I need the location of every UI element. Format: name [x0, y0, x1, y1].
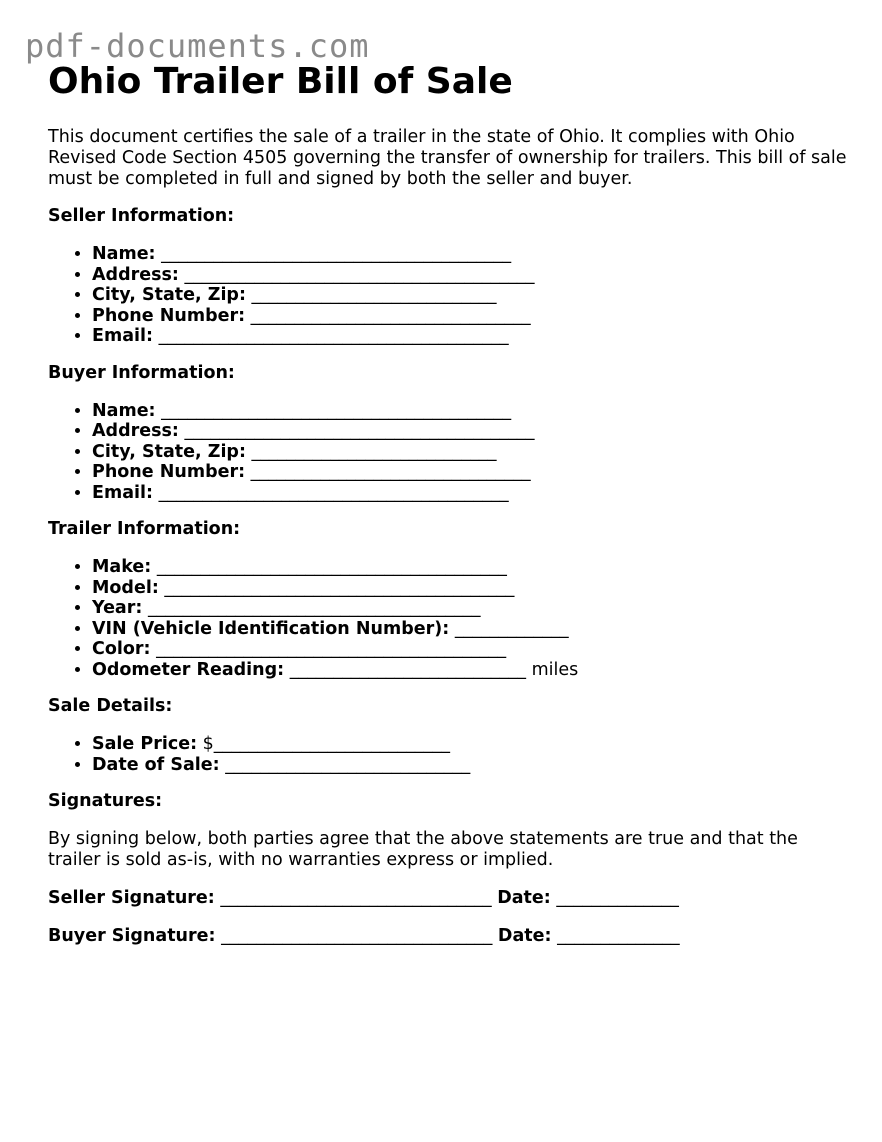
intro-paragraph: This document certifies the sale of a trailer in the state of Ohio. It complies with Ohio Revised Code Section 4505 governing the transfer of ownership for trailers. This bill of sale must be completed in full and signed by both the seller and buyer. [48, 127, 847, 189]
buyer-email-field: • Email: ________________________________________ [92, 483, 848, 504]
trailer-color-blank[interactable]: ________________________________________ [156, 639, 507, 659]
trailer-color-field: • Color: ________________________________________ [92, 639, 848, 660]
trailer-year-field: • Year: ______________________________________ [92, 598, 848, 619]
trailer-field-list [48, 557, 848, 680]
buyer-date-label: Date: [497, 926, 552, 946]
buyer-name-blank[interactable]: ________________________________________ [161, 400, 512, 421]
watermark: pdf-documents.com [25, 27, 370, 65]
buyer-signature-label: Buyer Signature: [48, 926, 216, 946]
seller-city-field: • City, State, Zip: ____________________________ [92, 285, 848, 306]
seller-city-blank[interactable]: ____________________________ [251, 285, 497, 305]
odometer-unit: miles [531, 659, 579, 680]
buyer-city-field: • City, State, Zip: ____________________________ [92, 442, 848, 463]
buyer-field-list [48, 401, 848, 504]
trailer-odometer-field: • Odometer Reading: ___________________________ miles [92, 660, 848, 681]
seller-signature-blank[interactable]: _______________________________ [220, 888, 492, 908]
seller-name-blank[interactable]: ________________________________________ [161, 244, 512, 264]
buyer-phone-field: • Phone Number: ________________________________ [92, 462, 848, 483]
buyer-address-blank[interactable]: ________________________________________ [184, 421, 535, 441]
seller-signature-label: Seller Signature: [48, 888, 215, 908]
seller-field-list [48, 244, 848, 347]
trailer-year-blank[interactable]: ______________________________________ [147, 598, 481, 618]
seller-date-label: Date: [497, 888, 551, 908]
sale-heading: Sale Details: [48, 696, 173, 716]
signature-statement: By signing below, both parties agree that the above statements are true and that the trailer is sold as-is, with no warranties express or implied. [48, 829, 798, 870]
seller-name-field: • Name: ________________________________________ [92, 244, 848, 265]
seller-email-field: • Email: ________________________________________ [92, 326, 848, 347]
sale-price-blank[interactable]: $___________________________ [202, 734, 451, 754]
trailer-make-blank[interactable]: ________________________________________ [156, 557, 507, 577]
buyer-email-blank[interactable]: ________________________________________ [158, 482, 509, 503]
buyer-phone-blank[interactable]: ________________________________ [250, 462, 531, 482]
trailer-odometer-blank[interactable]: ___________________________ [289, 659, 526, 680]
buyer-signature-blank[interactable]: _______________________________ [221, 926, 493, 946]
trailer-heading: Trailer Information: [48, 519, 241, 539]
page-title: Ohio Trailer Bill of Sale [48, 61, 513, 102]
buyer-address-field: • Address: ________________________________________ [92, 421, 848, 442]
trailer-vin-blank[interactable]: _____________ [454, 618, 569, 639]
seller-date-blank[interactable]: ______________ [556, 888, 679, 908]
seller-phone-field: • Phone Number: ________________________________ [92, 306, 848, 327]
trailer-model-field: • Model: ________________________________________ [92, 578, 848, 599]
seller-signature-row [48, 888, 848, 909]
seller-address-blank[interactable]: ________________________________________ [184, 264, 535, 285]
seller-phone-blank[interactable]: ________________________________ [250, 305, 531, 326]
sale-price-field: • Sale Price: $___________________________ [92, 734, 848, 755]
trailer-vin-field: • VIN (Vehicle Identification Number): _____________ [92, 619, 848, 640]
sale-field-list [48, 734, 848, 775]
signatures-heading: Signatures: [48, 791, 163, 811]
seller-email-blank[interactable]: ________________________________________ [158, 326, 509, 346]
buyer-city-blank[interactable]: ____________________________ [251, 441, 497, 462]
buyer-heading: Buyer Information: [48, 362, 235, 383]
seller-heading: Seller Information: [48, 206, 235, 226]
buyer-date-blank[interactable]: ______________ [557, 926, 680, 946]
document-page [48, 60, 848, 947]
trailer-make-field: • Make: ________________________________________ [92, 557, 848, 578]
sale-date-blank[interactable]: ____________________________ [225, 754, 471, 775]
trailer-model-blank[interactable]: ________________________________________ [164, 577, 515, 598]
sale-date-field: • Date of Sale: ____________________________ [92, 755, 848, 776]
buyer-signature-row [48, 926, 848, 947]
seller-address-field: • Address: ________________________________________ [92, 265, 848, 286]
buyer-name-field: • Name: ________________________________________ [92, 401, 848, 422]
